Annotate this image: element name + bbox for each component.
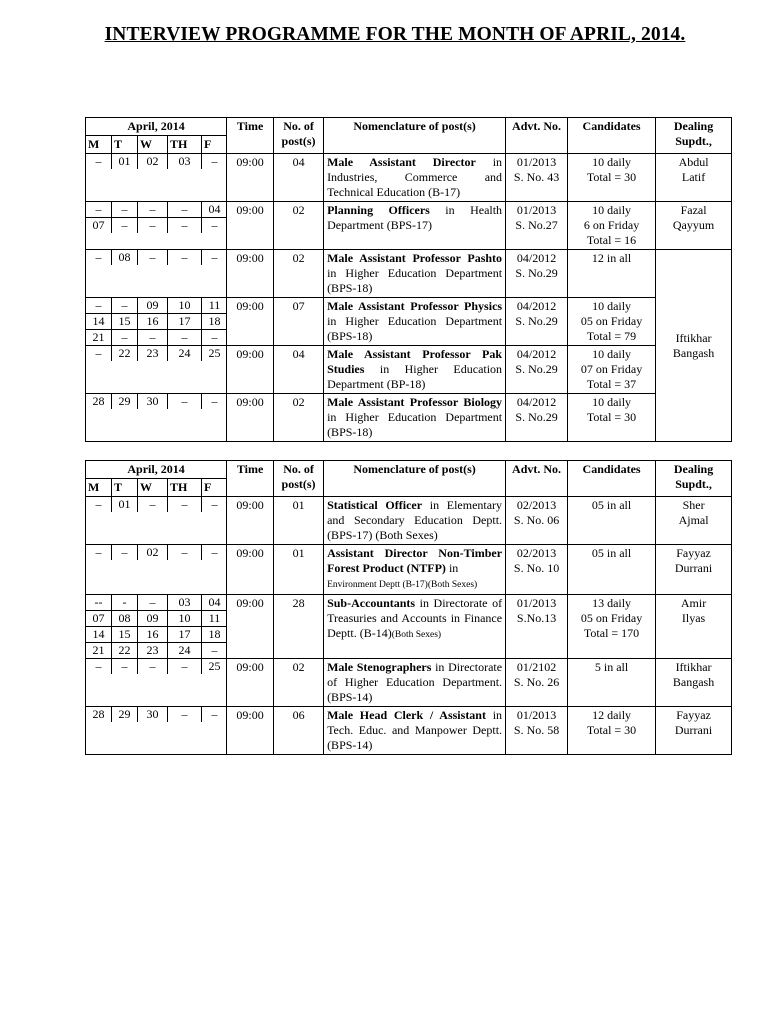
day-value: 23 [138,346,168,361]
day-value: 14 [86,627,112,643]
day-value: 16 [138,314,168,330]
day-value: 25 [208,659,221,673]
candidates-line: 12 daily [592,708,632,722]
time-cell: 09:00 [227,394,274,442]
candidates-cell [568,394,656,442]
posts-count-cell: 07 [274,298,324,346]
candidates-line: Total = 79 [586,329,637,343]
post-name-cell [324,202,506,250]
dealing-supdt-cell [656,659,732,707]
posts-count-cell: 04 [274,346,324,394]
advt-cell [506,497,568,545]
advt-line: S. No. 26 [513,675,560,689]
candidates-line: 6 on Friday [583,218,640,232]
day-value: 23 [138,643,168,658]
post-title: Male Stenographers [327,660,432,674]
post-title: Male Assistant Professor Pak Studies [327,347,503,376]
post-title: Planning Officers [327,203,430,217]
advt-cell [506,250,568,298]
day-grid [86,659,226,674]
table-row [86,298,732,346]
day-value: 10 [168,298,202,314]
time-cell: 09:00 [227,659,274,707]
table-row [86,659,732,707]
day-value: 15 [112,627,138,643]
advt-line: S. No.29 [515,410,558,424]
day-grid [86,394,226,409]
candidates-cell [568,250,656,298]
time-cell: 09:00 [227,545,274,595]
posts-header: No. of post(s) [274,461,324,497]
day-value: 29 [112,394,138,409]
day-value: – [112,330,138,345]
day-value: 01 [112,154,138,169]
day-grid [86,595,226,658]
time-cell: 09:00 [227,202,274,250]
candidates-line: 05 on Friday [580,611,643,625]
day-grid-cell [86,202,227,250]
advt-header: Advt. No. [506,461,568,497]
dealing-supdt-cell [656,595,732,659]
advt-line: 04/2012 [516,347,557,361]
post-name-cell [324,346,506,394]
day-value: – [168,202,202,218]
day-value: – [168,250,202,265]
day-value: 16 [138,627,168,643]
day-header-f: F [202,479,227,497]
advt-line: S. No.29 [515,362,558,376]
dealing-name-line: Bangash [672,675,715,689]
day-header-w: W [138,136,168,154]
day-value: 17 [168,314,202,330]
day-grid-cell [86,659,227,707]
dealing-header: Dealing Supdt., [656,118,732,154]
day-value: 24 [168,643,202,658]
candidates-cell [568,298,656,346]
day-value: – [112,545,138,560]
day-grid [86,707,226,722]
day-value: 21 [86,330,112,345]
day-value: – [112,218,138,233]
dealing-name-line: Durrani [674,561,713,575]
advt-line: 01/2013 [516,708,557,722]
posts-count-cell: 01 [274,545,324,595]
candidates-line: 07 on Friday [580,362,643,376]
advt-line: S. No.27 [515,218,558,232]
time-cell: 09:00 [227,154,274,202]
day-value: – [211,394,218,408]
day-value: – [86,497,112,512]
advt-line: S. No. 10 [513,561,560,575]
day-header-th: TH [168,479,202,497]
day-value: 04 [202,595,227,611]
dealing-name-line: Ilyas [681,611,706,625]
table-row [86,154,732,202]
advt-line: 04/2012 [516,395,557,409]
day-value: 22 [112,346,138,361]
post-department: in Directorate of Higher Education Department. (BPS-14) [327,660,503,704]
day-grid-cell [86,154,227,202]
day-value: 11 [202,611,227,627]
candidates-cell [568,346,656,394]
day-value: – [211,643,218,657]
day-value: 01 [112,497,138,512]
day-value: – [86,202,112,218]
interview-schedule-table-1 [85,117,732,442]
advt-line: S. No. 43 [513,170,560,184]
day-value: 02 [138,545,168,560]
day-value: – [211,154,218,168]
day-value: – [86,298,112,314]
candidates-line: 10 daily [592,395,632,409]
candidates-line: Total = 16 [586,233,637,247]
day-value: – [86,346,112,361]
day-value: 03 [168,595,202,611]
day-header-t: T [112,136,138,154]
time-cell: 09:00 [227,497,274,545]
candidates-line: 10 daily [592,155,632,169]
candidates-cell [568,707,656,755]
advt-line: 01/2013 [516,155,557,169]
dealing-name-line: Sher [682,498,705,512]
dealing-name-line: Fayyaz [676,546,711,560]
advt-cell [506,659,568,707]
day-value: 07 [86,611,112,627]
posts-count-cell: 06 [274,707,324,755]
post-department: in Directorate of Treasuries and Accounts in Finance Deptt. (B-14) [327,596,503,640]
time-cell: 09:00 [227,595,274,659]
post-title: Assistant Director Non-Timber Forest Product (NTFP) [327,546,503,575]
advt-cell [506,394,568,442]
post-name-cell [324,595,506,659]
post-name-cell [324,497,506,545]
day-value: – [168,707,202,722]
day-value: – [86,659,112,674]
table-row [86,545,732,595]
time-header: Time [227,461,274,497]
post-name-cell [324,154,506,202]
table-row [86,202,732,250]
time-cell: 09:00 [227,250,274,298]
day-value: – [168,330,202,345]
candidates-header: Candidates [568,118,656,154]
advt-cell [506,707,568,755]
day-value: 28 [86,394,112,409]
day-value: – [168,545,202,560]
table-row [86,595,732,659]
dealing-name-line: Durrani [674,723,713,737]
post-department: in Higher Education Department (BPS-18) [327,266,503,295]
post-name-cell [324,250,506,298]
post-name-cell [324,298,506,346]
day-value: – [112,202,138,218]
dealing-supdt-cell [656,250,732,442]
day-value: – [168,218,202,233]
post-note: (Both Sexes) [391,630,442,640]
advt-cell [506,346,568,394]
day-grid-cell [86,298,227,346]
post-title: Male Assistant Professor Physics [327,299,503,313]
post-department: in [445,561,459,575]
dealing-supdt-cell [656,154,732,202]
day-grid-cell [86,707,227,755]
candidates-line: 5 in all [594,660,629,674]
advt-header: Advt. No. [506,118,568,154]
day-grid-cell [86,595,227,659]
day-value: 15 [112,314,138,330]
day-grid-cell [86,250,227,298]
post-title: Male Assistant Professor Pashto [327,251,503,265]
candidates-cell [568,497,656,545]
day-value: -- [86,595,112,611]
table-row [86,346,732,394]
day-value: 03 [168,154,202,169]
day-value: – [138,659,168,674]
day-grid [86,497,226,512]
day-value: 30 [138,707,168,722]
day-value: 28 [86,707,112,722]
dealing-name-line: Abdul [678,155,709,169]
posts-count-cell: 02 [274,250,324,298]
advt-cell [506,154,568,202]
candidates-cell [568,659,656,707]
day-value: 18 [202,314,227,330]
candidates-line: 05 in all [591,498,632,512]
dealing-name-line: Iftikhar [675,330,712,345]
day-value: – [211,545,218,559]
post-name-header: Nomenclature of post(s) [324,461,506,497]
posts-count-cell: 04 [274,154,324,202]
candidates-line: Total = 37 [586,377,637,391]
day-header-w: W [138,479,168,497]
post-department: in Higher Education Department (BP-18) [327,362,503,391]
advt-cell [506,545,568,595]
dealing-supdt-cell [656,545,732,595]
post-name-cell [324,545,506,595]
table-row [86,250,732,298]
advt-cell [506,202,568,250]
day-value: 18 [202,627,227,643]
day-header-f: F [202,136,227,154]
day-value: – [211,250,218,264]
candidates-line: 05 on Friday [580,314,643,328]
advt-line: S.No.13 [516,611,557,625]
post-name-cell [324,707,506,755]
day-value: 02 [138,154,168,169]
post-name-cell [324,394,506,442]
day-value: 14 [86,314,112,330]
day-value: – [112,659,138,674]
day-grid [86,545,226,560]
day-value: – [168,659,202,674]
candidates-line: 10 daily [592,347,632,361]
day-value: – [138,250,168,265]
day-value: – [138,595,168,611]
advt-line: 04/2012 [516,299,557,313]
dealing-name-line: Fazal [680,203,707,217]
day-value: – [168,394,202,409]
post-department: in Industries, Commerce and Technical Education (B-17) [327,155,503,199]
day-value: 29 [112,707,138,722]
day-value: 08 [112,250,138,265]
table-row [86,394,732,442]
day-grid-cell [86,394,227,442]
candidates-line: 13 daily [592,596,632,610]
day-grid [86,154,226,169]
candidates-header: Candidates [568,461,656,497]
day-value: 07 [86,218,112,233]
month-header: April, 2014 [86,118,227,136]
day-header-th: TH [168,136,202,154]
time-cell: 09:00 [227,707,274,755]
candidates-cell [568,154,656,202]
candidates-line: 10 daily [592,203,632,217]
post-department: in Higher Education Department (BPS-18) [327,314,503,343]
day-header-m: M [86,136,112,154]
day-value: – [112,298,138,314]
day-grid [86,250,226,265]
day-value: – [138,218,168,233]
candidates-line: Total = 30 [586,723,637,737]
table-row [86,497,732,545]
day-value: 08 [112,611,138,627]
post-name-header: Nomenclature of post(s) [324,118,506,154]
advt-line: 01/2013 [516,203,557,217]
advt-line: 01/2013 [516,596,557,610]
posts-count-cell: 02 [274,394,324,442]
day-value: – [211,330,218,344]
dealing-name-line: Iftikhar [675,660,712,674]
day-grid [86,298,226,345]
advt-line: 04/2012 [516,251,557,265]
advt-cell [506,298,568,346]
day-value: 09 [138,298,168,314]
day-value: 24 [168,346,202,361]
day-value: 10 [168,611,202,627]
day-value: 04 [202,202,227,218]
day-value: – [86,250,112,265]
candidates-cell [568,595,656,659]
post-title: Statistical Officer [327,498,423,512]
advt-line: 02/2013 [516,498,557,512]
day-value: – [211,497,218,511]
posts-count-cell: 01 [274,497,324,545]
time-header: Time [227,118,274,154]
day-value: – [86,154,112,169]
day-value: – [211,707,218,721]
post-department: in Elementary and Secondary Education Deptt. (BPS-17) (Both Sexes) [327,498,503,542]
posts-count-cell: 28 [274,595,324,659]
candidates-line: Total = 30 [586,410,637,424]
dealing-name-line: Fayyaz [676,708,711,722]
interview-schedule-table-2 [85,460,732,755]
dealing-supdt-cell [656,707,732,755]
day-value: – [211,218,218,232]
advt-line: S. No. 06 [513,513,560,527]
candidates-line: Total = 30 [586,170,637,184]
candidates-line: 05 in all [591,546,632,560]
candidates-line: Total = 170 [583,626,640,640]
post-title: Male Assistant Director [327,155,476,169]
dealing-name-line: Ajmal [678,513,709,527]
day-value: 21 [86,643,112,658]
day-header-t: T [112,479,138,497]
advt-cell [506,595,568,659]
post-department: in Tech. Educ. and Manpower Deptt. (BPS-14) [327,708,503,752]
dealing-name-line: Amir [680,596,707,610]
advt-line: 01/2102 [516,660,557,674]
dealing-name-line: Bangash [672,345,715,360]
month-header: April, 2014 [86,461,227,479]
posts-count-cell: 02 [274,202,324,250]
day-value: 22 [112,643,138,658]
day-value: 30 [138,394,168,409]
post-title: Sub-Accountants [327,596,416,610]
dealing-supdt-cell [656,497,732,545]
page-title: INTERVIEW PROGRAMME FOR THE MONTH OF APRIL, 2014. [104,24,686,45]
day-value: 17 [168,627,202,643]
day-grid-cell [86,497,227,545]
dealing-supdt-cell [656,202,732,250]
post-note: Environment Deptt (B-17)(Both Sexes) [327,580,478,590]
candidates-line: 10 daily [592,299,632,313]
day-value: – [138,330,168,345]
table-row [86,707,732,755]
dealing-header: Dealing Supdt., [656,461,732,497]
post-name-cell [324,659,506,707]
day-header-m: M [86,479,112,497]
posts-header: No. of post(s) [274,118,324,154]
post-department: in Health Department (BPS-17) [327,203,503,232]
day-grid [86,346,226,361]
time-cell: 09:00 [227,346,274,394]
dealing-name-line: Qayyum [672,218,715,232]
day-grid [86,202,226,233]
day-value: – [86,545,112,560]
day-grid-cell [86,545,227,595]
post-department: in Higher Education Department (BPS-18) [327,410,503,439]
day-value: 09 [138,611,168,627]
candidates-cell [568,202,656,250]
post-title: Male Head Clerk / Assistant [327,708,486,722]
post-title: Male Assistant Professor Biology [327,395,503,409]
advt-line: S. No.29 [515,266,558,280]
day-value: – [138,202,168,218]
day-value: 25 [208,346,221,360]
dealing-name-line: Latif [681,170,706,184]
candidates-line: 12 in all [591,251,632,265]
day-value: – [138,497,168,512]
posts-count-cell: 02 [274,659,324,707]
day-value: - [112,595,138,611]
advt-line: S. No. 58 [513,723,560,737]
advt-line: 02/2013 [516,546,557,560]
day-value: – [168,497,202,512]
day-grid-cell [86,346,227,394]
advt-line: S. No.29 [515,314,558,328]
day-value: 11 [202,298,227,314]
candidates-cell [568,545,656,595]
time-cell: 09:00 [227,298,274,346]
